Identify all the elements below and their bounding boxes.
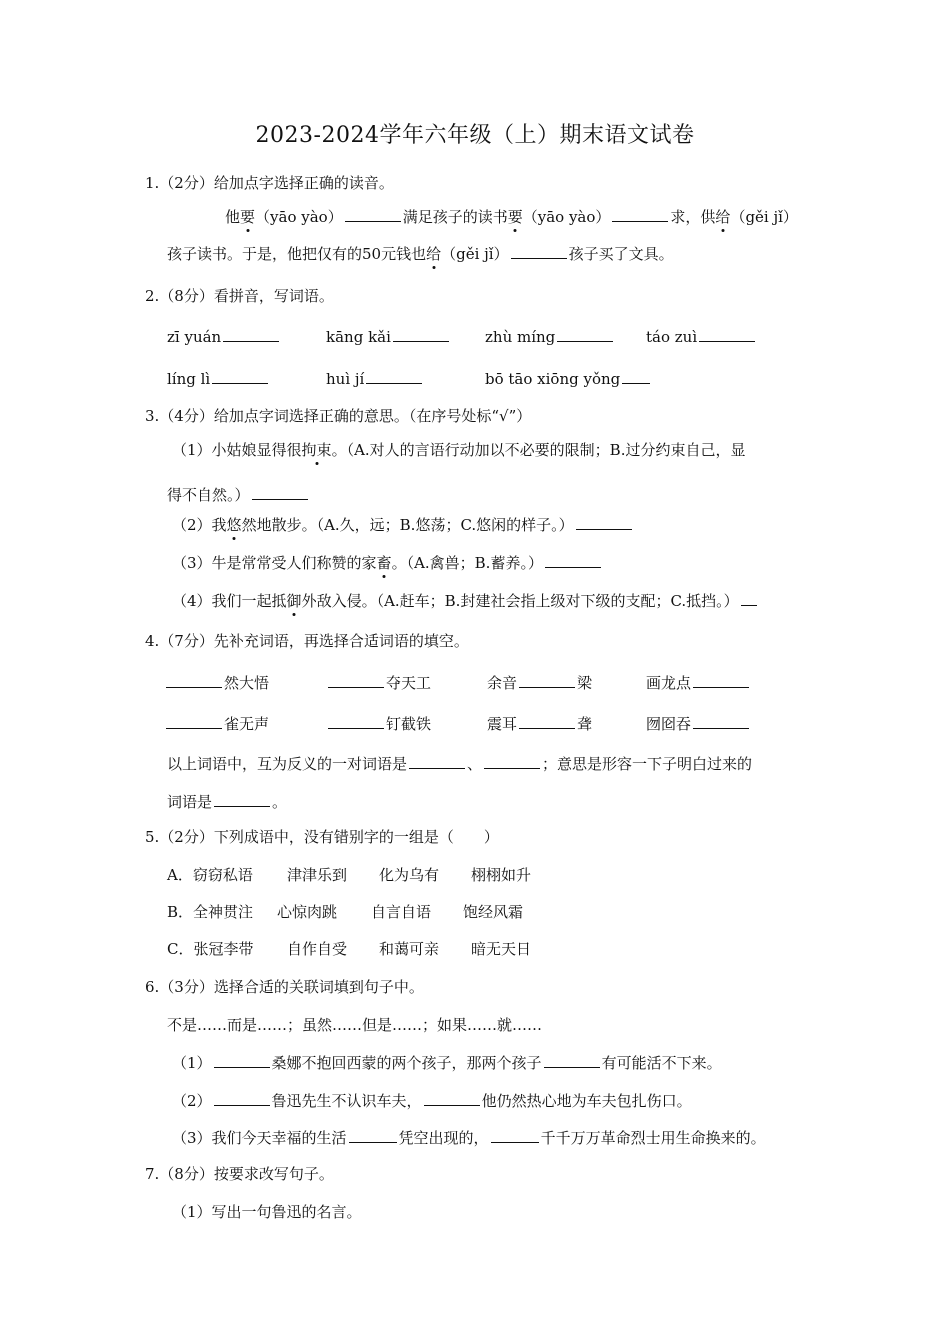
answer-blank[interactable] [741,590,757,606]
q3-item-1 [172,440,745,460]
text-span: （gěi jǐ） [441,245,509,263]
q4-idiom [487,672,592,693]
q5-heading: 5.（2分）下列成语中，没有错别字的一组是（ ） [145,828,499,846]
q1-line1 [225,206,798,227]
q4-idiom [164,713,269,734]
dotted-char: 要 [507,208,523,226]
text-span: huì jí [326,370,365,388]
q3-heading: 3.（4分）给加点字词选择正确的意思。（在序号处标“√”） [145,407,532,425]
answer-blank[interactable] [166,713,222,729]
text-span: 。（A.禽兽；B.蓄养。） [391,554,543,572]
text-span: 暗无天日 [471,940,532,958]
text-span: 津津乐到 [287,866,348,884]
dotted-char: 拘束 [301,441,332,459]
q4-idiom [164,672,269,693]
text-span: 孩子读书。于是，他把仅有的50元钱也 [167,245,427,263]
answer-blank[interactable] [328,672,384,688]
text-span: 词语是 [167,793,213,811]
answer-blank[interactable] [223,326,279,342]
answer-blank[interactable] [328,713,384,729]
text-span: 雀无声 [224,715,270,733]
q3-item-2 [172,514,634,535]
q3-item-4 [172,590,759,611]
answer-blank[interactable] [511,243,567,259]
text-span: líng lì [167,370,211,388]
text-span: zhù míng [485,328,556,346]
text-span: bō tāo xiōng yǒng [485,370,621,388]
text-span: 梁 [577,674,593,692]
q4-idiom [646,713,751,734]
answer-blank[interactable] [612,206,668,222]
text-span: 囫囵吞 [646,715,692,733]
q6-sentence-1 [172,1052,722,1073]
q4-sentence-cont [167,791,287,812]
answer-blank[interactable] [214,1090,270,1106]
dotted-char: 御 [286,592,302,610]
text-span: 画龙点 [646,674,692,692]
text-span: 栩栩如升 [471,866,532,884]
answer-blank[interactable] [214,791,270,807]
answer-blank[interactable] [693,713,749,729]
q1-heading: 1.（2分）给加点字选择正确的读音。 [145,174,394,192]
answer-blank[interactable] [519,672,575,688]
q6-options: 不是……而是……；虽然……但是……；如果……就…… [167,1016,543,1034]
q7-item-1: （1）写出一句鲁迅的名言。 [172,1203,362,1221]
q3-item-1-cont [167,484,310,505]
q2-pinyin-6 [326,368,424,389]
answer-blank[interactable] [409,753,465,769]
text-span: （1） [172,1054,212,1072]
answer-blank[interactable] [557,326,613,342]
text-span: 千千万万革命烈士用生命换来的。 [540,1129,766,1147]
text-span: 然大悟 [224,674,270,692]
q2-pinyin-1 [167,326,281,347]
q4-sentence [167,753,752,774]
text-span: （3）牛是常常受人们称赞的家 [172,554,377,572]
answer-blank[interactable] [545,552,601,568]
text-span: 震耳 [487,715,518,733]
text-span: 自作自受 [287,940,348,958]
q6-sentence-2 [172,1090,692,1111]
text-span: 钉截铁 [386,715,432,733]
q5-option-c[interactable] [167,939,531,959]
answer-blank[interactable] [252,484,308,500]
answer-blank[interactable] [349,1127,397,1143]
text-span: 他 [225,208,241,226]
answer-blank[interactable] [491,1127,539,1143]
q6-heading: 6.（3分）选择合适的关联词填到句子中。 [145,978,424,996]
q7-heading: 7.（8分）按要求改写句子。 [145,1165,334,1183]
text-span: （3）我们今天幸福的生活 [172,1129,347,1147]
text-span: 夺天工 [386,674,432,692]
q5-option-b[interactable] [167,902,523,922]
q2-pinyin-4 [646,326,757,347]
text-span: （yāo yào） [255,208,343,226]
text-span: 满足孩子的读书 [402,208,508,226]
text-span: zī yuán [167,328,222,346]
text-span: 求，供 [670,208,716,226]
text-span: 鲁迅先生不认识车夫， [271,1092,422,1110]
answer-blank[interactable] [214,1052,270,1068]
q2-pinyin-7 [485,368,652,389]
text-span: 凭空出现的， [398,1129,489,1147]
q3-item-3 [172,552,603,573]
q4-idiom [326,713,431,734]
answer-blank[interactable] [212,368,268,384]
q4-idiom [487,713,592,734]
text-span: 然地散步。（A.久，远；B.悠荡；C.悠闲的样子。） [241,516,574,534]
text-span: 。（A.对人的言语行动加以不必要的限制；B.过分约束自己，显 [331,441,746,459]
text-span: B．全神贯注 [167,903,254,921]
q6-sentence-3 [172,1127,766,1148]
dotted-char: 畜 [376,554,392,572]
dotted-char: 要 [240,208,256,226]
q4-idiom [326,672,431,693]
text-span: 饱经风霜 [463,903,524,921]
answer-blank[interactable] [519,713,575,729]
text-span: 。 [272,793,288,811]
text-span: 和蔼可亲 [379,940,440,958]
q1-line2 [167,243,674,264]
text-span: （1）小姑娘显得很 [172,441,302,459]
q4-heading: 4.（7分）先补充词语，再选择合适词语的填空。 [145,632,469,650]
text-span: 聋 [577,715,593,733]
text-span: 他仍然热心地为车夫包扎伤口。 [481,1092,692,1110]
answer-blank[interactable] [699,326,755,342]
exam-title: 2023-2024学年六年级（上）期末语文试卷 [255,123,695,148]
answer-blank[interactable] [576,514,632,530]
q5-option-a[interactable] [167,865,531,885]
text-span: （2） [172,1092,212,1110]
text-span: 化为乌有 [379,866,440,884]
text-span: 、 [467,755,483,773]
answer-blank[interactable] [544,1052,600,1068]
answer-blank[interactable] [345,206,401,222]
answer-blank[interactable] [622,368,650,384]
q2-pinyin-5 [167,368,270,389]
answer-blank[interactable] [393,326,449,342]
q2-pinyin-2 [326,326,451,347]
text-span: 孩子买了文具。 [568,245,674,263]
text-span: 有可能活不下来。 [601,1054,722,1072]
text-span: 桑娜不抱回西蒙的两个孩子，那两个孩子 [271,1054,542,1072]
text-span: C．张冠李带 [167,940,254,958]
q4-idiom [646,672,751,693]
text-span: 以上词语中，互为反义的一对词语是 [167,755,408,773]
text-span: 得不自然。） [167,486,250,504]
text-span: A．窃窃私语 [167,866,253,884]
text-span: ；意思是形容一下子明白过来的 [542,755,753,773]
text-span: （yāo yào） [522,208,611,226]
dotted-char: 给 [715,208,731,226]
text-span: （gěi jǐ） [730,208,798,226]
text-span: （2）我 [172,516,227,534]
dotted-char: 给 [426,245,442,263]
answer-blank[interactable] [693,672,749,688]
text-span: 外敌入侵。（A.赶车；B.封建社会指上级对下级的支配；C.抵挡。） [301,592,739,610]
text-span: kāng kǎi [326,328,391,346]
text-span: 自言自语 [371,903,432,921]
answer-blank[interactable] [424,1090,480,1106]
text-span: táo zuì [646,328,698,346]
answer-blank[interactable] [484,753,540,769]
text-span: 余音 [487,674,518,692]
dotted-char: 悠 [226,516,242,534]
text-span: （4）我们一起抵 [172,592,287,610]
answer-blank[interactable] [366,368,422,384]
answer-blank[interactable] [166,672,222,688]
q2-pinyin-3 [485,326,615,347]
text-span: 心惊肉跳 [277,903,338,921]
q2-heading: 2.（8分）看拼音，写词语。 [145,287,334,305]
